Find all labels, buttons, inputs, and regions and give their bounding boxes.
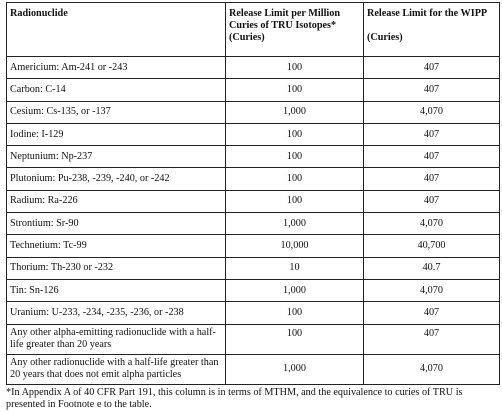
- limit-wipp-cell: 407: [364, 57, 500, 79]
- radionuclide-cell: Strontium: Sr-90: [7, 213, 226, 235]
- radionuclide-cell: Plutonium: Pu-238, -239, -240, or -242: [7, 168, 226, 190]
- release-limits-table: [6, 2, 500, 385]
- limit-wipp-cell: 407: [364, 146, 500, 168]
- limit-per-million-cell: 100: [226, 146, 364, 168]
- limit-per-million-cell: 100: [226, 57, 364, 79]
- limit-wipp-cell: 407: [364, 302, 500, 324]
- header-col2-line-2: Curies of TRU Isotopes*: [229, 20, 337, 31]
- table-row: [7, 235, 500, 257]
- table-row: [7, 168, 500, 190]
- limit-wipp-cell: 4,070: [364, 213, 500, 235]
- limit-per-million-cell: 10,000: [226, 235, 364, 257]
- table-footnote: *In Appendix A of 40 CFR Part 191, this column is in terms of MTHM, and the equivalence to curies of TRU is presented in Footnote e to the table.: [6, 386, 463, 410]
- table-row: [7, 101, 500, 123]
- limit-per-million-cell: 1,000: [226, 279, 364, 301]
- table-row: [7, 279, 500, 301]
- limit-per-million-cell: 100: [226, 190, 364, 212]
- document-page: [6, 2, 499, 411]
- table-row: [7, 324, 500, 354]
- radionuclide-cell: Americium: Am-241 or -243: [7, 57, 226, 79]
- limit-wipp-cell: 407: [364, 190, 500, 212]
- header-radionuclide: Radionuclide: [7, 3, 226, 57]
- radionuclide-cell: Tin: Sn-126: [7, 279, 226, 301]
- radionuclide-cell: Cesium: Cs-135, or -137: [7, 101, 226, 123]
- table-row: [7, 354, 500, 384]
- limit-wipp-cell: 4,070: [364, 101, 500, 123]
- limit-per-million-cell: 100: [226, 79, 364, 101]
- limit-per-million-cell: 10: [226, 257, 364, 279]
- radionuclide-cell: Iodine: I-129: [7, 123, 226, 145]
- table-row: [7, 302, 500, 324]
- table-row: [7, 123, 500, 145]
- limit-wipp-cell: 4,070: [364, 279, 500, 301]
- limit-per-million-cell: 100: [226, 168, 364, 190]
- header-col2-line-3: (Curies): [229, 32, 265, 43]
- table-row: [7, 213, 500, 235]
- limit-wipp-cell: 407: [364, 79, 500, 101]
- limit-per-million-cell: 100: [226, 324, 364, 354]
- radionuclide-cell: Radium: Ra-226: [7, 190, 226, 212]
- limit-wipp-cell: 40,700: [364, 235, 500, 257]
- header-release-limit-wipp: [364, 3, 500, 57]
- table-row: [7, 79, 500, 101]
- limit-wipp-cell: 407: [364, 123, 500, 145]
- header-col3-line-2: (Curies): [367, 32, 403, 43]
- radionuclide-cell: Thorium: Th-230 or -232: [7, 257, 226, 279]
- limit-per-million-cell: 100: [226, 123, 364, 145]
- radionuclide-cell: Technetium: Tc-99: [7, 235, 226, 257]
- header-col2-line-1: Release Limit per Million: [229, 8, 341, 19]
- limit-per-million-cell: 1,000: [226, 213, 364, 235]
- radionuclide-cell: Uranium: U-233, -234, -235, -236, or -238: [7, 302, 226, 324]
- limit-wipp-cell: 40.7: [364, 257, 500, 279]
- table-header-row: [7, 3, 500, 57]
- limit-wipp-cell: 407: [364, 168, 500, 190]
- limit-wipp-cell: 407: [364, 324, 500, 354]
- limit-wipp-cell: 4,070: [364, 354, 500, 384]
- limit-per-million-cell: 1,000: [226, 354, 364, 384]
- table-row: [7, 57, 500, 79]
- table-row: [7, 190, 500, 212]
- radionuclide-cell: Neptunium: Np-237: [7, 146, 226, 168]
- table-row: [7, 146, 500, 168]
- table-row: [7, 257, 500, 279]
- header-release-limit-per-million: [226, 3, 364, 57]
- radionuclide-cell: Any other alpha-emitting radionuclide with a half-life greater than 20 years: [7, 324, 226, 354]
- header-col3-line-1: Release Limit for the WIPP: [367, 8, 488, 19]
- radionuclide-cell: Carbon: C-14: [7, 79, 226, 101]
- limit-per-million-cell: 100: [226, 302, 364, 324]
- limit-per-million-cell: 1,000: [226, 101, 364, 123]
- radionuclide-cell: Any other radionuclide with a half-life greater than 20 years that does not emit alpha particles: [7, 354, 226, 384]
